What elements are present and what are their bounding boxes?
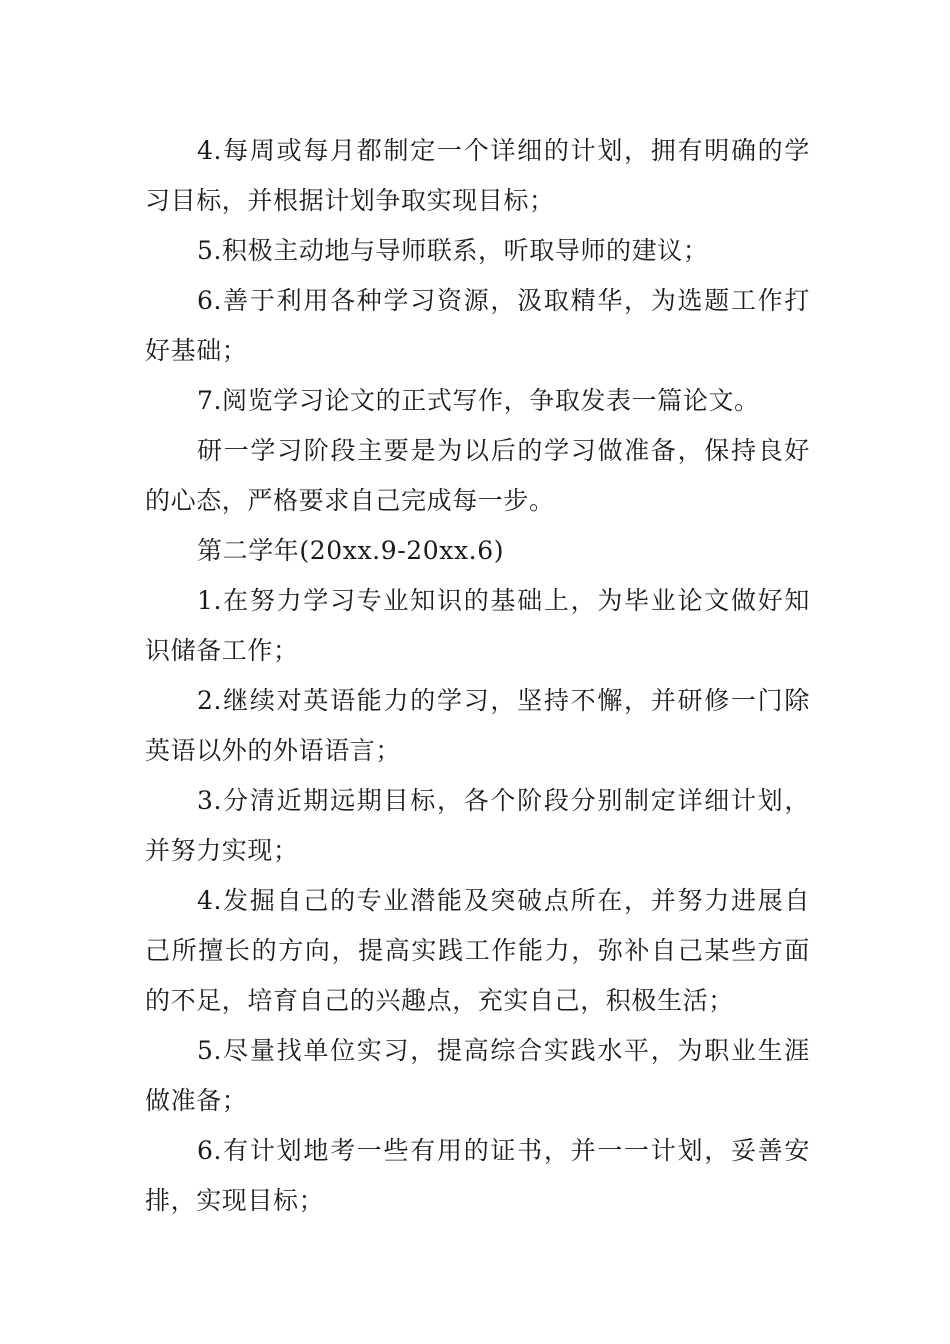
paragraph-plan-item-4: 4.每周或每月都制定一个详细的计划，拥有明确的学习目标，并根据计划争取实现目标； [145, 136, 810, 215]
paragraph-second-year-item-4: 4.发掘自己的专业潜能及突破点所在，并努力进展自己所擅长的方向，提高实践工作能力，弥补自己某些方面的不足，培育自己的兴趣点，充实自己，积极生活； [145, 886, 810, 1015]
paragraph-plan-item-5: 5.积极主动地与导师联系，听取导师的建议； [197, 236, 709, 265]
paragraph-second-year-item-2: 2.继续对英语能力的学习，坚持不懈，并研修一门除英语以外的外语语言； [145, 686, 810, 765]
paragraph-second-year-item-1: 1.在努力学习专业知识的基础上，为毕业论文做好知识储备工作； [145, 586, 810, 665]
paragraph-plan-item-7: 7.阅览学习论文的正式写作，争取发表一篇论文。 [197, 386, 760, 415]
paragraph-second-year-item-6: 6.有计划地考一些有用的证书，并一一计划，妥善安排，实现目标； [145, 1136, 810, 1215]
paragraph-second-year-item-3: 3.分清近期远期目标，各个阶段分别制定详细计划，并努力实现； [145, 786, 810, 865]
section-heading-second-year: 第二学年(20xx.9-20xx.6) [197, 536, 505, 565]
document-body [145, 126, 810, 1226]
paragraph-plan-item-6: 6.善于利用各种学习资源，汲取精华，为选题工作打好基础； [145, 286, 810, 365]
paragraph-second-year-item-5: 5.尽量找单位实习，提高综合实践水平，为职业生涯做准备； [145, 1036, 810, 1115]
paragraph-first-year-summary: 研一学习阶段主要是为以后的学习做准备，保持良好的心态，严格要求自己完成每一步。 [145, 436, 810, 515]
